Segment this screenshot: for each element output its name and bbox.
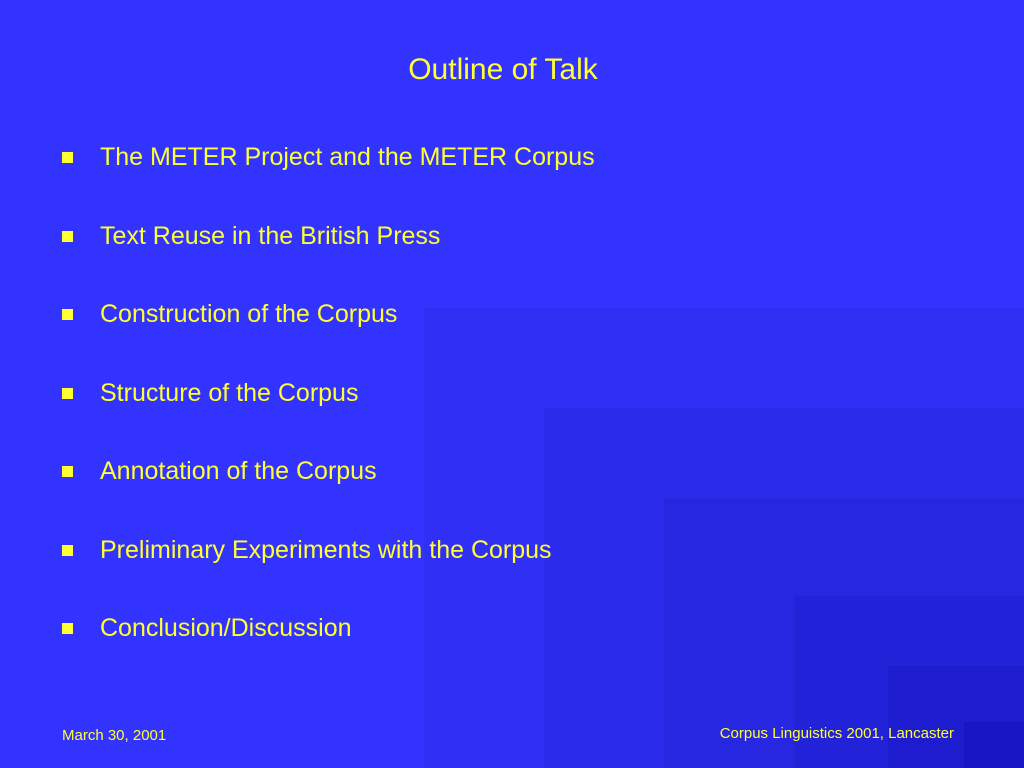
bullet-item: [62, 453, 595, 532]
bullet-text: Structure of the Corpus: [100, 378, 359, 407]
bullet-item: [62, 139, 595, 218]
square-bullet-icon: [62, 545, 73, 556]
slide-title: Outline of Talk: [408, 53, 598, 86]
bullet-item: [62, 532, 595, 611]
bullet-text: Annotation of the Corpus: [100, 457, 377, 485]
bullet-text: Conclusion/Discussion: [100, 614, 352, 642]
square-bullet-icon: [62, 309, 73, 320]
square-bullet-icon: [62, 466, 73, 477]
bullet-text: Text Reuse in the British Press: [100, 221, 441, 250]
square-bullet-icon: [62, 152, 73, 163]
bullet-list: [62, 139, 595, 689]
square-bullet-icon: [62, 231, 73, 242]
bullet-item: [62, 218, 595, 297]
bullet-text: Preliminary Experiments with the Corpus: [100, 535, 552, 564]
bullet-item: [62, 296, 595, 375]
footer-event: Corpus Linguistics 2001, Lancaster: [719, 725, 954, 742]
bullet-text: Construction of the Corpus: [100, 300, 398, 328]
square-bullet-icon: [62, 623, 73, 634]
square-bullet-icon: [62, 388, 73, 399]
footer-date: March 30, 2001: [62, 727, 167, 744]
bullet-item: [62, 610, 595, 689]
bullet-text: The METER Project and the METER Corpus: [100, 143, 595, 171]
bullet-item: [62, 375, 595, 454]
background-gradient-band: [964, 722, 1024, 768]
